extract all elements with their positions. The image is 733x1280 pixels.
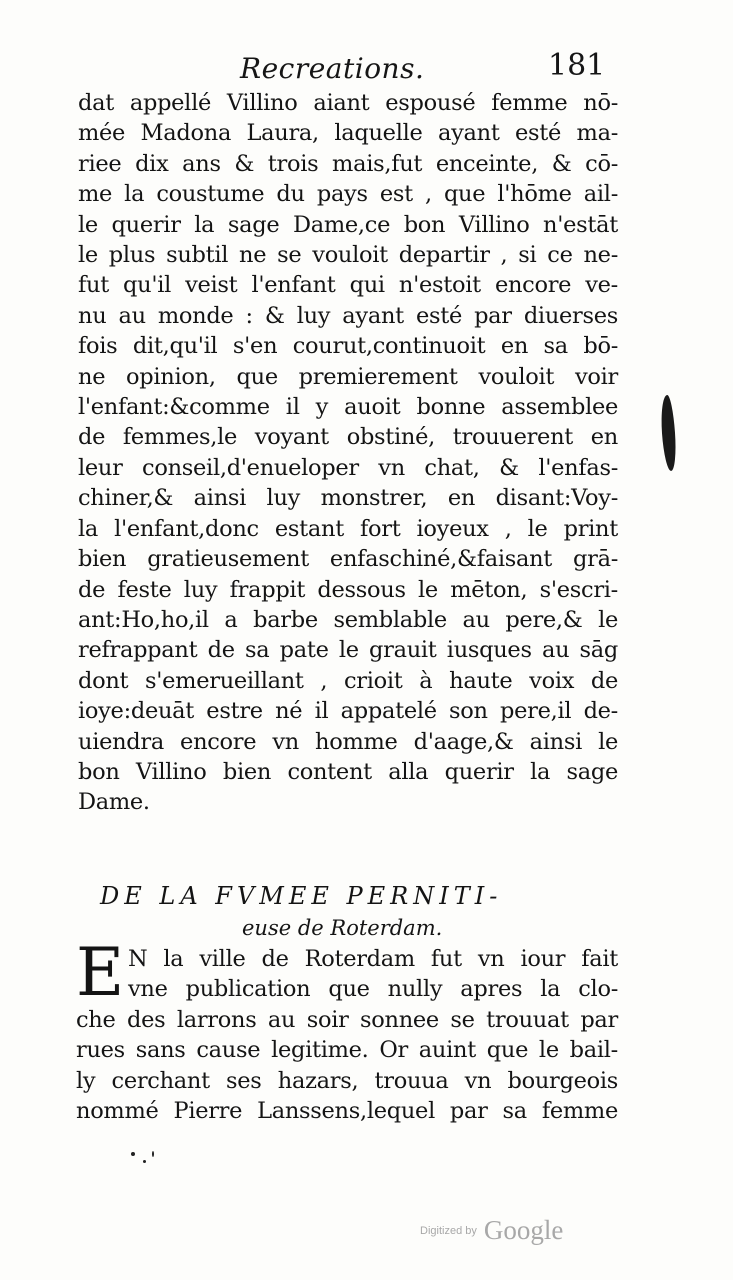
drop-cap: E <box>76 934 124 1011</box>
text-line: refrappant de sa pate le grauit iusques au sāg <box>78 637 618 664</box>
text-line: leur conseil,d'enueloper vn chat, & l'enfas- <box>78 454 618 481</box>
text-line: N la ville de Roterdam fut vn iour fait <box>128 946 618 972</box>
text-line: me la coustume du pays est , que l'hōme ail- <box>78 181 618 208</box>
story2-text <box>76 934 618 1126</box>
page-number: 181 <box>548 48 606 83</box>
ink-speck <box>152 1151 154 1157</box>
section-subheading: euse de Roterdam. <box>242 916 443 940</box>
text-line: rues sans cause legitime. Or auint que le bail- <box>76 1037 618 1064</box>
text-line: bien gratieusement enfaschiné,&faisant grā- <box>78 546 618 573</box>
text-line: nommé Pierre Lanssens,lequel par sa femme <box>76 1098 618 1125</box>
text-line: che des larrons au soir sonnee se trouuat par <box>76 1006 618 1033</box>
running-head: Recreations. <box>240 52 425 85</box>
text-line: vne publication que nully apres la clo- <box>128 976 618 1003</box>
text-line: fois dit,qu'il s'en courut,continuoit en sa bō- <box>78 333 618 360</box>
text-line: riee dix ans & trois mais,fut enceinte, & cō- <box>78 150 618 177</box>
text-line: le querir la sage Dame,ce bon Villino n'estāt <box>78 211 618 238</box>
text-line: fut qu'il veist l'enfant qui n'estoit encore ve- <box>78 272 618 299</box>
ink-speck <box>131 1152 135 1156</box>
text-line: Dame. <box>78 789 150 816</box>
text-line: de femmes,le voyant obstiné, trouuerent en <box>78 424 618 451</box>
google-logo: Google <box>483 1215 564 1245</box>
google-watermark <box>420 1215 563 1246</box>
text-line: ioye:deuāt estre né il appatelé son pere,il de- <box>78 698 618 725</box>
digitized-by-label: Digitized by <box>420 1224 477 1237</box>
text-line: mée Madona Laura, laquelle ayant esté ma- <box>78 120 618 147</box>
text-line: dat appellé Villino aiant espousé femme nō- <box>78 90 618 116</box>
text-line: nu au monde : & luy ayant esté par diuerses <box>78 302 618 329</box>
text-line: ly cerchant ses hazars, trouua vn bourgeois <box>76 1067 618 1094</box>
story-text <box>78 88 618 818</box>
section-heading: DE LA FVMEE PERNITI- <box>100 882 503 910</box>
text-line: de feste luy frappit dessous le mēton, s'escri- <box>78 576 618 603</box>
text-line: ne opinion, que premierement vouloit voir <box>78 363 618 390</box>
text-line: bon Villino bien content alla querir la sage <box>78 758 618 785</box>
text-line: chiner,& ainsi luy monstrer, en disant:Voy- <box>78 485 618 512</box>
text-line: le plus subtil ne se vouloit departir , si ce ne- <box>78 242 618 269</box>
ink-speck <box>143 1160 146 1163</box>
text-line: dont s'emerueillant , crioit à haute voix de <box>78 667 618 694</box>
ink-blot <box>659 395 677 472</box>
text-line: ant:Ho,ho,il a barbe semblable au pere,& le <box>78 606 618 633</box>
text-line: uiendra encore vn homme d'aage,& ainsi le <box>78 728 618 755</box>
text-line: la l'enfant,donc estant fort ioyeux , le print <box>78 515 618 542</box>
text-line: l'enfant:&comme il y auoit bonne assemblee <box>78 394 618 421</box>
